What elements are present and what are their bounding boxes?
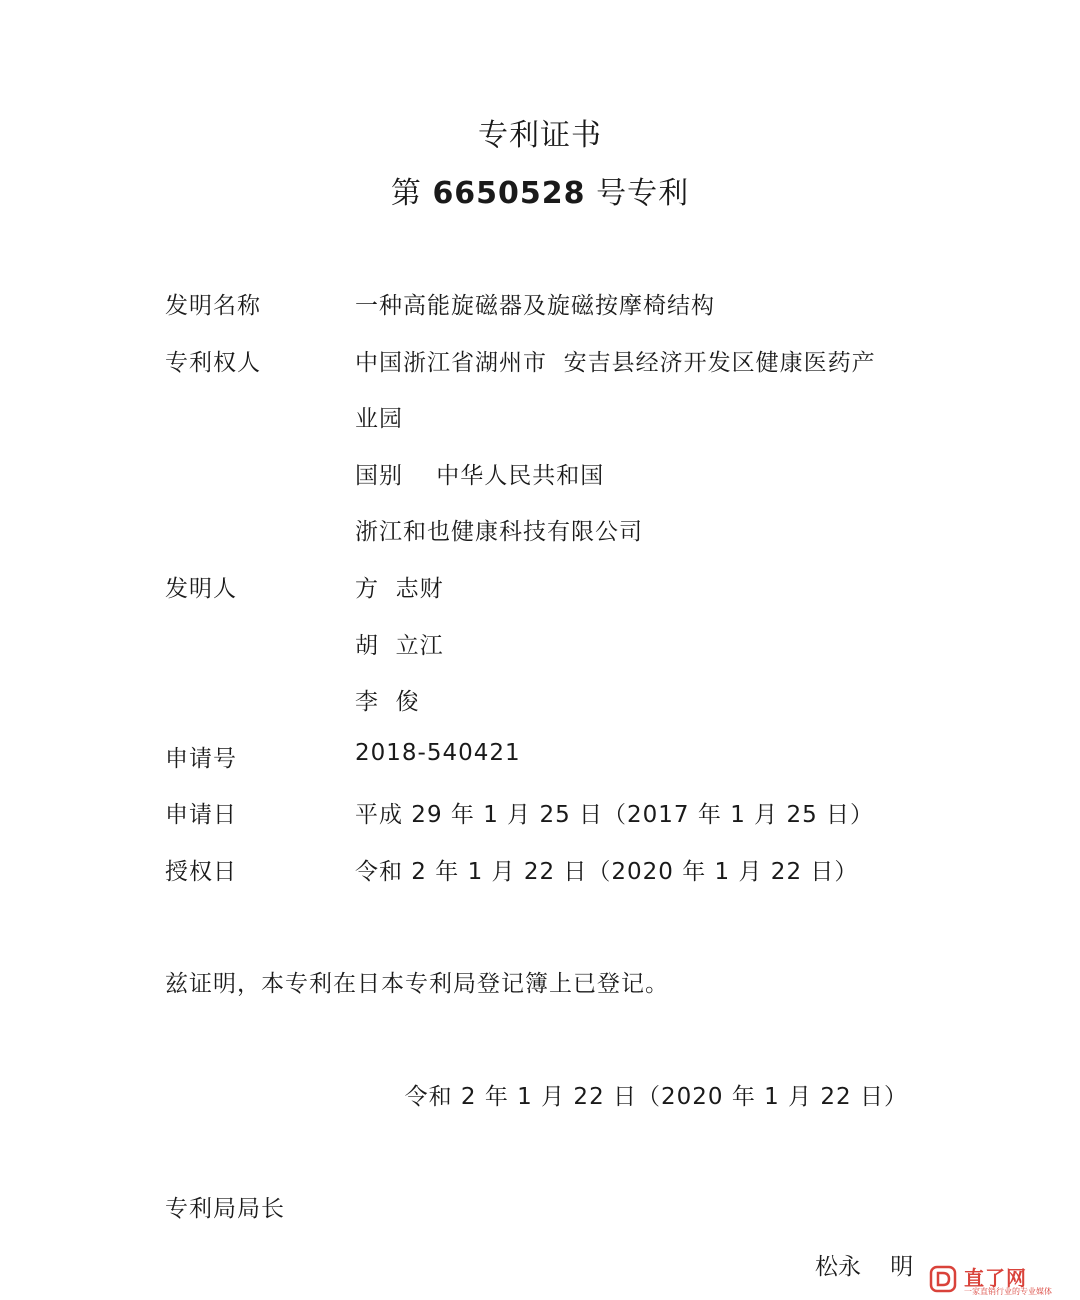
invention-name-label: 发明名称 [165,293,261,319]
signatory-title: 专利局局长 [165,1196,285,1222]
issue-date: 令和 2 年 1 月 22 日（2020 年 1 月 22 日） [404,1084,908,1110]
patentee-label: 专利权人 [165,350,261,376]
inventor-name: 胡 立江 [355,633,444,659]
patent-number-line [0,168,1080,212]
invention-name-value: 一种高能旋磁器及旋磁按摩椅结构 [355,293,715,319]
patent-number: 6650528 [432,176,586,211]
inventors-label: 发明人 [165,576,237,602]
application-number-value: 2018-540421 [355,740,521,766]
inventor-name: 方 志财 [355,576,444,602]
grant-date-label: 授权日 [165,859,237,885]
inventor-name: 李 俊 [355,689,420,715]
patentee-country: 国别 中华人民共和国 [355,463,605,489]
watermark-name: 直了网 [964,1266,1027,1290]
signatory-name: 松永 明 [815,1254,914,1280]
certification-statement: 兹证明，本专利在日本专利局登记簿上已登记。 [165,971,669,997]
watermark-tagline: 一家直销行业的专业媒体 [964,1287,1052,1296]
patentee-address-line-2: 业园 [355,406,403,432]
patent-number-prefix: 第 [390,176,422,211]
application-number-label: 申请号 [165,746,237,772]
grant-date-value: 令和 2 年 1 月 22 日（2020 年 1 月 22 日） [355,859,859,885]
patent-number-suffix: 号专利 [596,176,690,211]
logo-icon [928,1264,958,1294]
site-watermark [928,1262,1076,1298]
certificate-title: 专利证书 [478,118,602,153]
application-date-value: 平成 29 年 1 月 25 日（2017 年 1 月 25 日） [355,802,875,828]
patentee-address-line-1: 中国浙江省湖州市 安吉县经济开发区健康医药产 [355,350,876,376]
application-date-label: 申请日 [165,802,237,828]
patentee-company: 浙江和也健康科技有限公司 [355,519,643,545]
